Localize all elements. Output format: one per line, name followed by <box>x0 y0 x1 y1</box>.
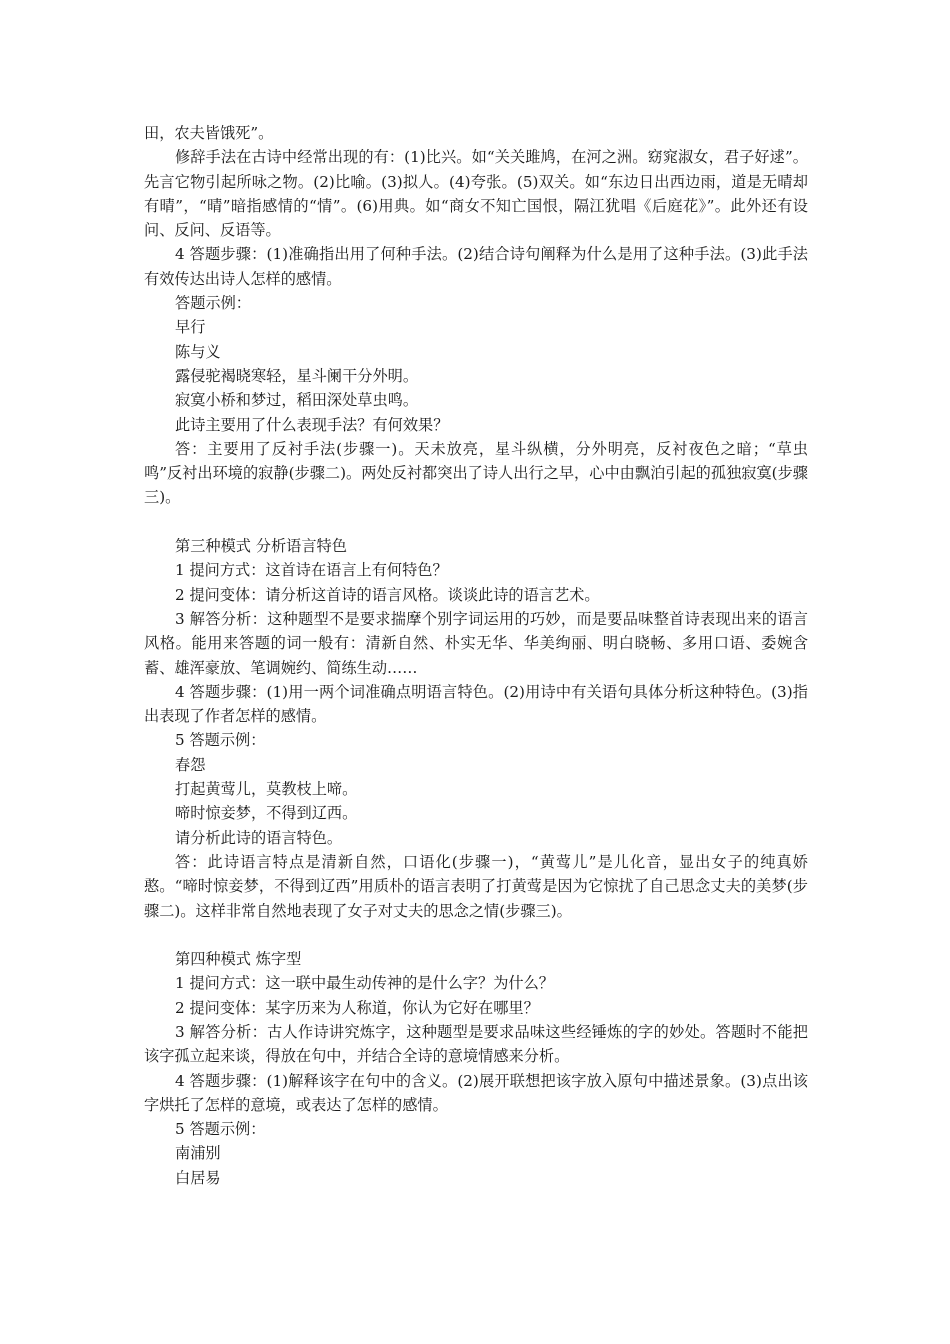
paragraph: 露侵驼褐晓寒轻，星斗阑干分外明。 <box>175 366 418 385</box>
paragraph: 早行 <box>175 318 206 337</box>
paragraph: 5 答题示例： <box>175 731 266 750</box>
paragraph: 答题示例： <box>175 294 251 313</box>
paragraph: 1 提问方式：这一联中最生动传神的是什么字？为什么？ <box>175 974 554 993</box>
paragraph: 答：主要用了反衬手法(步骤一)。天未放亮，星斗纵横，分外明亮，反衬夜色之暗；“草虫鸣”反衬出环境的寂静(步骤二)。两处反衬都突出了诗人出行之早，心中由飘泊引起的孤独寂寞(步骤三)。 <box>144 439 808 507</box>
paragraph: 寂寞小桥和梦过，稻田深处草虫鸣。 <box>175 391 418 410</box>
paragraph: 3 解答分析：这种题型不是要求揣摩个别字词运用的巧妙，而是要品味整首诗表现出来的语言风格。能用来答题的词一般有：清新自然、朴实无华、华美绚丽、明白晓畅、多用口语、委婉含蓄、雄浑豪放、笔调婉约、简练生动…… <box>144 609 808 677</box>
paragraph: 答：此诗语言特点是清新自然，口语化(步骤一)，“黄莺儿”是儿化音，显出女子的纯真娇憨。“啼时惊妾梦，不得到辽西”用质朴的语言表明了打黄莺是因为它惊扰了自己思念丈夫的美梦(步骤二)。这样非常自然地表现了女子对丈夫的思念之情(步骤三)。 <box>144 852 808 920</box>
paragraph: 啼时惊妾梦，不得到辽西。 <box>175 804 358 823</box>
paragraph: 南浦别 <box>175 1144 221 1163</box>
paragraph: 3 解答分析：古人作诗讲究炼字，这种题型是要求品味这些经锤炼的字的妙处。答题时不能把该字孤立起来谈，得放在句中，并结合全诗的意境情感来分析。 <box>144 1022 808 1066</box>
paragraph: 4 答题步骤：(1)解释该字在句中的含义。(2)展开联想把该字放入原句中描述景象。(3)点出该字烘托了怎样的意境，或表达了怎样的感情。 <box>144 1071 808 1114</box>
paragraph: 打起黄莺儿，莫教枝上啼。 <box>175 780 358 799</box>
paragraph: 5 答题示例： <box>175 1120 266 1139</box>
paragraph: 陈与义 <box>175 342 221 361</box>
paragraph: 2 提问变体：请分析这首诗的语言风格。谈谈此诗的语言艺术。 <box>175 585 600 604</box>
paragraph: 田，农夫皆饿死”。 <box>144 124 274 142</box>
paragraph: 1 提问方式：这首诗在语言上有何特色？ <box>175 561 448 580</box>
blank-line <box>144 510 808 534</box>
document-page <box>144 121 808 1190</box>
blank-line <box>144 923 808 947</box>
paragraph: 春怨 <box>175 755 206 774</box>
paragraph: 第四种模式 炼字型 <box>175 950 302 969</box>
paragraph: 此诗主要用了什么表现手法？有何效果？ <box>175 415 449 434</box>
paragraph: 2 提问变体：某字历来为人称道，你认为它好在哪里？ <box>175 998 539 1017</box>
paragraph: 请分析此诗的语言特色。 <box>175 828 343 847</box>
paragraph: 修辞手法在古诗中经常出现的有：(1)比兴。如“关关雎鸠，在河之洲。窈窕淑女，君子好逑”。先言它物引起所咏之物。(2)比喻。(3)拟人。(4)夸张。(5)双关。如“东边日出西边雨，道是无晴却有晴”，“晴”暗指感情的“情”。(6)用典。如“商女不知亡国恨，隔江犹唱《后庭花》”。此外还有设问、反问、反语等。 <box>144 148 808 240</box>
paragraph: 4 答题步骤：(1)准确指出用了何种手法。(2)结合诗句阐释为什么是用了这种手法。(3)此手法有效传达出诗人怎样的感情。 <box>144 245 808 288</box>
paragraph: 白居易 <box>175 1168 221 1187</box>
paragraph: 第三种模式 分析语言特色 <box>175 537 347 556</box>
paragraph: 4 答题步骤：(1)用一两个词准确点明语言特色。(2)用诗中有关语句具体分析这种特色。(3)指出表现了作者怎样的感情。 <box>144 682 808 726</box>
